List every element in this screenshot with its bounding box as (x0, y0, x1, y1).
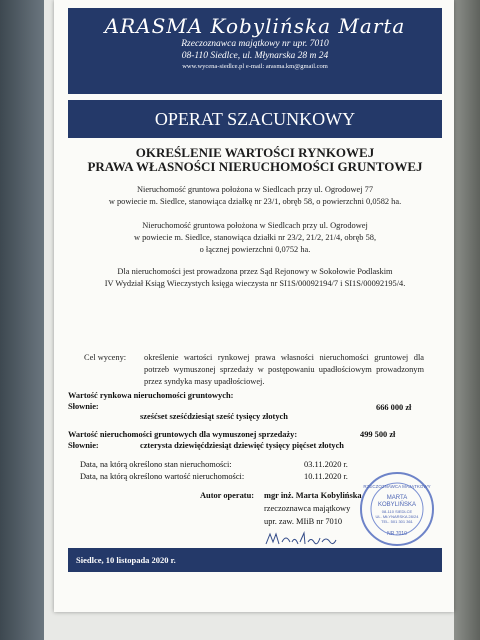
property2-line-1: Nieruchomość gruntowa położona w Siedlcach przy ul. Ogrodowej (142, 221, 368, 230)
stamp-line-7: NR 7010 (387, 531, 407, 537)
letterhead (68, 8, 442, 94)
document-title: OPERAT SZACUNKOWY (68, 100, 442, 138)
value-date-label: Data, na którą określono wartość nieruchomości: (80, 472, 245, 481)
address-line: 08-110 Siedlce, ul. Młynarska 28 m 24 (181, 51, 329, 61)
stamp-line-6: TEL. 501 301 361 (381, 519, 413, 524)
market-words-label: Słownie: (68, 402, 99, 411)
stamp-line-2: MARTA (386, 495, 408, 501)
state-date-label: Data, na którą określono stan nieruchomości: (80, 460, 232, 469)
value-date-value: 10.11.2020 r. (304, 472, 348, 481)
property-description-1 (84, 184, 426, 208)
license-line: Rzeczoznawca majątkowy nr upr. 7010 (181, 39, 329, 49)
stamp-line-4: 08-110 SIEDLCE (381, 509, 413, 514)
stamp-line-3: KOBYLIŃSKA (377, 502, 417, 508)
contact-line: www.wycena-siedlce.pl e-mail: arasma.km@gmail.com (182, 63, 328, 70)
place-date: Siedlce, 10 listopada 2020 r. (76, 555, 176, 565)
handwritten-signature (264, 530, 338, 548)
stamp-line-1: RZECZOZNAWCA MAJĄTKOWY (363, 484, 431, 489)
property2-line-2: w powiecie m. Siedlce, stanowiąca działki nr 23/2, 21/2, 21/4, obręb 58, (133, 233, 377, 242)
stamp-line-5: UL. MŁYNARSKA 28/24 (375, 514, 419, 519)
stamp-graphic (362, 474, 432, 544)
market-value-label: Wartość rynkowa nieruchomości gruntowych: (68, 391, 234, 400)
market-value-words: sześćset sześćdziesiąt sześć tysięcy złotych (140, 412, 288, 421)
forced-value-label: Wartość nieruchomości gruntowych dla wymuszonej sprzedaży: (68, 430, 298, 439)
subtitle-line-2: PRAWA WŁASNOŚCI NIERUCHOMOŚCI GRUNTOWEJ (87, 159, 423, 174)
property1-line-2: w powiecie m. Siedlce, stanowiąca działkę nr 23/1, obręb 58, o powierzchni 0,0582 ha. (108, 197, 402, 206)
property-description-2 (84, 220, 426, 256)
author-name: mgr inż. Marta Kobylińska (264, 491, 362, 500)
background-right (454, 0, 480, 640)
property2-line-3: o łącznej powierzchni 0,0752 ha. (199, 245, 311, 254)
author-label: Autor operatu: (200, 491, 255, 500)
purpose-text: określenie wartości rynkowej prawa własności nieruchomości gruntowej dla potrzeb wymuszonej sprzedaży w postępowaniu upadłościowym prowadzonym przez syndyka masy upadłościowej. (144, 353, 424, 386)
register-line-2: IV Wydział Ksiąg Wieczystych księga wieczysta nr SI1S/00092194/7 i SI1S/00092195/4. (104, 279, 406, 288)
author-role: rzeczoznawca majątkowy (264, 504, 351, 513)
state-date-value: 03.11.2020 r. (304, 460, 348, 469)
subtitle-line-1: OKREŚLENIE WARTOŚCI RYNKOWEJ (135, 145, 375, 160)
property1-line-1: Nieruchomość gruntowa położona w Siedlcach przy ul. Ogrodowej 77 (136, 185, 374, 194)
author-license: upr. zaw. MIiB nr 7010 (264, 517, 343, 526)
appraiser-stamp (360, 472, 434, 546)
purpose-label: Cel wyceny: (84, 353, 127, 362)
company-brand: ARASMA Kobylińska Marta (104, 14, 406, 38)
forced-value-amount: 499 500 zł (360, 430, 396, 439)
background-left (0, 0, 46, 640)
forced-value-words: czterysta dziewięćdziesiąt dziewięć tysięcy pięćset złotych (140, 441, 344, 450)
forced-words-label: Słownie: (68, 441, 99, 450)
market-value-amount: 666 000 zł (376, 403, 412, 412)
footer-bar (68, 548, 442, 572)
document-subtitle (68, 146, 442, 174)
register-line-1: Dla nieruchomości jest prowadzona przez Sąd Rejonowy w Sokołowie Podlaskim (117, 267, 393, 276)
land-register-info (84, 266, 426, 290)
